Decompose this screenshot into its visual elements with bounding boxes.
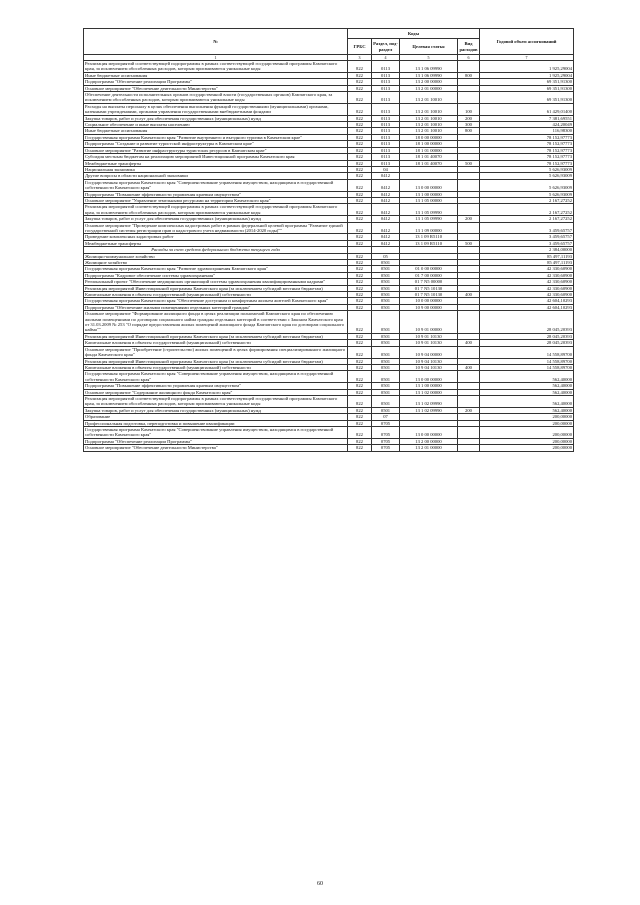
row-target-article: 10 9 01 10130: [400, 340, 458, 346]
row-amount: 5 626,93009: [480, 191, 574, 197]
table-row: [84, 445, 574, 451]
row-target-article: 13 1 05 09990: [400, 204, 458, 216]
row-amount: 200,00000: [480, 414, 574, 420]
row-expense-type: [458, 179, 480, 191]
row-name: Капитальные вложения в объекты государственной (муниципальной) собственности: [84, 292, 348, 298]
row-amount: 5 626,93009: [480, 173, 574, 179]
row-name: Расходы за счет средств федерального бюджета текущего года: [84, 247, 348, 253]
col-header-celevaya: Целевая статья: [400, 39, 458, 55]
row-target-article: 13 2 01 10010: [400, 103, 458, 115]
row-razdel: 0412: [372, 234, 400, 240]
row-target-article: 13 2 01 10010: [400, 122, 458, 128]
col-header-razdel: Раздел, под-раздел: [372, 39, 400, 55]
row-razdel: 0113: [372, 134, 400, 140]
row-name: Основное мероприятие "Формирование жилищного фонда в целях реализации полномочий Камчатского края по обеспечению жилыми помещениями по договорам социального найма граждан отдельных категорий в соответствии с Законом Камчатского края от 31.03.2009 № 253 "О порядке предоставления жилых помещений жилищного фонда Камчатского края по договорам социального найма"": [84, 311, 348, 334]
row-razdel: 0501: [372, 304, 400, 310]
table-row: [84, 426, 574, 438]
row-amount: 562,40000: [480, 407, 574, 413]
row-razdel: 0113: [372, 128, 400, 134]
row-amount: 42 330,60900: [480, 292, 574, 298]
row-razdel: 0501: [372, 333, 400, 339]
row-razdel: 0705: [372, 438, 400, 444]
row-razdel: 0501: [372, 285, 400, 291]
col-number: 1: [84, 55, 348, 61]
row-expense-type: [458, 204, 480, 216]
row-amount: 28 045,20393: [480, 333, 574, 339]
row-target-article: 18 0 00 00000: [400, 134, 458, 140]
row-name: Подпрограмма "Обеспечение реализации Программы": [84, 79, 348, 85]
row-amount: 42 604,10293: [480, 298, 574, 304]
col-number: 5: [400, 55, 458, 61]
row-grbs: 822: [348, 389, 372, 395]
row-amount: 42 604,10293: [480, 304, 574, 310]
row-amount: 2 167,27252: [480, 197, 574, 203]
row-grbs: 822: [348, 79, 372, 85]
row-name: Реализация мероприятий Инвестиционной программы Камчатского края (за исключением субсидий местным бюджетам): [84, 333, 348, 339]
row-name: Реализация мероприятий Инвестиционной программы Камчатского края (за исключением субсидий местным бюджетам): [84, 358, 348, 364]
row-razdel: 0412: [372, 197, 400, 203]
row-grbs: 822: [348, 147, 372, 153]
row-name: Основное мероприятие "Обеспечение деятельности Министерства": [84, 85, 348, 91]
row-razdel: 0501: [372, 311, 400, 334]
row-name: Государственная программа Камчатского края "Совершенствование управления имуществом, находящимся в государственной собственности Камчатского края": [84, 426, 348, 438]
row-name: Другие вопросы в области национальной экономики: [84, 173, 348, 179]
row-razdel: 0501: [372, 389, 400, 395]
row-name: Межбюджетные трансферты: [84, 160, 348, 166]
row-target-article: 13 2 00 00000: [400, 438, 458, 444]
row-name: Социальное обеспечение и иные выплаты населению: [84, 122, 348, 128]
row-grbs: 822: [348, 298, 372, 304]
row-target-article: 13 1 02 09990: [400, 395, 458, 407]
row-target-article: 01 7 N5 00000: [400, 279, 458, 285]
row-grbs: 822: [348, 292, 372, 298]
row-name: Реализация мероприятий соответствующей подпрограммы в рамках соответствующей государственной программы Камчатского края, за исключением обособленных расходов, которым присваиваются уникальные коды: [84, 395, 348, 407]
row-expense-type: 100: [458, 103, 480, 115]
row-razdel: 0412: [372, 191, 400, 197]
row-grbs: 822: [348, 115, 372, 121]
row-name: Национальная экономика: [84, 166, 348, 172]
row-name: Капитальные вложения в объекты государственной (муниципальной) собственности: [84, 340, 348, 346]
row-amount: 200,00000: [480, 420, 574, 426]
row-name: Подпрограмма "Обеспечение реализации Программы": [84, 438, 348, 444]
row-grbs: 822: [348, 340, 372, 346]
row-name: Жилищно-коммунальное хозяйство: [84, 253, 348, 259]
row-grbs: 822: [348, 279, 372, 285]
row-target-article: 13 1 05 09990: [400, 216, 458, 222]
row-grbs: 822: [348, 72, 372, 78]
row-grbs: 822: [348, 438, 372, 444]
row-grbs: 822: [348, 197, 372, 203]
row-razdel: 0501: [372, 364, 400, 370]
row-grbs: 822: [348, 266, 372, 272]
row-amount: 2 167,27252: [480, 216, 574, 222]
row-razdel: 0412: [372, 222, 400, 234]
row-razdel: 0501: [372, 260, 400, 266]
row-name: Реализация мероприятий Инвестиционной программы Камчатского края (за исключением субсидий местным бюджетам): [84, 285, 348, 291]
row-amount: 85 497,11193: [480, 253, 574, 259]
row-target-article: 10 9 04 10130: [400, 358, 458, 364]
row-target-article: 13 2 01 10010: [400, 92, 458, 104]
row-razdel: 0113: [372, 115, 400, 121]
row-expense-type: [458, 346, 480, 358]
row-target-article: 10 9 01 00000: [400, 311, 458, 334]
row-amount: 562,40000: [480, 395, 574, 407]
row-name: Жилищное хозяйство: [84, 260, 348, 266]
row-target-article: 10 9 01 10130: [400, 333, 458, 339]
row-amount: 5 626,93009: [480, 179, 574, 191]
row-name: Государственная программа Камчатского края "Совершенствование управления имуществом, находящимся в государственной собственности Камчатского края": [84, 371, 348, 383]
row-name: Региональный проект "Обеспечение медицинских организаций системы здравоохранения квалифицированными кадрами": [84, 279, 348, 285]
row-amount: 200,00000: [480, 445, 574, 451]
row-grbs: 822: [348, 103, 372, 115]
row-amount: 562,40000: [480, 383, 574, 389]
row-target-article: 13 1 09 00000: [400, 222, 458, 234]
row-name: Основное мероприятие "Проведение комплексных кадастровых работ в рамках федеральной целевой программы "Развитие единой государственной системы регистрации прав и кадастрового учета недвижимости (2014-2020 годы)"": [84, 222, 348, 234]
row-target-article: 13 2 01 00000: [400, 85, 458, 91]
row-grbs: 822: [348, 85, 372, 91]
row-amount: 14 558,89700: [480, 346, 574, 358]
row-grbs: 822: [348, 173, 372, 179]
row-name: Подпрограмма "Повышение эффективности управления краевым имуществом": [84, 383, 348, 389]
row-target-article: 10 9 04 00000: [400, 346, 458, 358]
row-amount: 5 626,93009: [480, 166, 574, 172]
row-target-article: 13 1 02 00000: [400, 389, 458, 395]
row-grbs: 822: [348, 253, 372, 259]
row-grbs: 822: [348, 240, 372, 246]
row-grbs: 822: [348, 395, 372, 407]
row-amount: 3 459,65757: [480, 240, 574, 246]
row-target-article: 01 7 N5 10130: [400, 285, 458, 291]
row-expense-type: [458, 311, 480, 334]
row-name: Закупка товаров, работ и услуг для обеспечения государственных (муниципальных) нужд: [84, 216, 348, 222]
table-row: [84, 61, 574, 73]
row-amount: 78 152,97773: [480, 147, 574, 153]
row-target-article: 13 1 00 00000: [400, 383, 458, 389]
table-row: [84, 92, 574, 104]
row-grbs: 822: [348, 371, 372, 383]
row-grbs: 822: [348, 134, 372, 140]
table-row: [84, 346, 574, 358]
row-target-article: 13 0 00 00000: [400, 371, 458, 383]
table-row: [84, 395, 574, 407]
row-expense-type: 200: [458, 115, 480, 121]
row-amount: 200,00000: [480, 438, 574, 444]
row-grbs: 822: [348, 285, 372, 291]
row-target-article: 18 1 01 40070: [400, 160, 458, 166]
row-razdel: 0501: [372, 340, 400, 346]
row-grbs: 822: [348, 304, 372, 310]
row-expense-type: [458, 445, 480, 451]
row-grbs: 822: [348, 222, 372, 234]
row-expense-type: [458, 222, 480, 234]
row-grbs: 822: [348, 122, 372, 128]
row-amount: 14 558,89700: [480, 358, 574, 364]
table-row: [84, 371, 574, 383]
row-grbs: 822: [348, 128, 372, 134]
row-razdel: 0113: [372, 103, 400, 115]
row-razdel: 0113: [372, 85, 400, 91]
row-razdel: 0501: [372, 395, 400, 407]
row-target-article: 13 0 00 00000: [400, 179, 458, 191]
row-target-article: 13 1 00 00000: [400, 191, 458, 197]
col-number: 3: [348, 55, 372, 61]
row-target-article: 18 1 01 40070: [400, 154, 458, 160]
row-razdel: 05: [372, 253, 400, 259]
table-row: [84, 311, 574, 334]
row-expense-type: 400: [458, 292, 480, 298]
row-name: Государственная программа Камчатского края "Развитие внутреннего и въездного туризма в Камчатском крае": [84, 134, 348, 140]
row-razdel: 0113: [372, 92, 400, 104]
col-header-codes: Коды: [348, 29, 480, 39]
row-name: Государственная программа Камчатского края "Развитие здравоохранения Камчатского края": [84, 266, 348, 272]
row-grbs: 822: [348, 311, 372, 334]
row-target-article: 01 7 N5 10130: [400, 292, 458, 298]
row-expense-type: 800: [458, 128, 480, 134]
row-target-article: 13 1 09 R5110: [400, 240, 458, 246]
row-razdel: 0501: [372, 407, 400, 413]
row-razdel: 0501: [372, 292, 400, 298]
row-grbs: 822: [348, 364, 372, 370]
row-razdel: 0501: [372, 279, 400, 285]
row-amount: 424,20049: [480, 122, 574, 128]
row-name: Межбюджетные трансферты: [84, 240, 348, 246]
row-grbs: 822: [348, 426, 372, 438]
row-target-article: 13 1 06 09990: [400, 72, 458, 78]
row-amount: 1 925,29004: [480, 72, 574, 78]
row-name: Государственная программа Камчатского края "Обеспечение доступным и комфортным жильем жителей Камчатского края": [84, 298, 348, 304]
row-razdel: 0501: [372, 346, 400, 358]
row-target-article: 13 1 09 R5110: [400, 234, 458, 240]
row-name: Подпрограмма "Обеспечение жилыми помещениями отдельных категорий граждан": [84, 304, 348, 310]
row-grbs: 822: [348, 179, 372, 191]
row-name: Проведение комплексных кадастровых работ: [84, 234, 348, 240]
row-name: Основное мероприятие "Приобретение (строительство) жилых помещений в целях формирования специализированного жилищного фонда Камчатского края": [84, 346, 348, 358]
budget-table-body: [84, 61, 574, 452]
row-amount: 85 497,11193: [480, 260, 574, 266]
row-target-article: 13 1 05 00000: [400, 197, 458, 203]
row-name: Подпрограмма "Кадровое обеспечение системы здравоохранения": [84, 272, 348, 278]
row-amount: 42 330,60900: [480, 266, 574, 272]
row-razdel: 0501: [372, 358, 400, 364]
row-grbs: 822: [348, 420, 372, 426]
row-expense-type: 400: [458, 340, 480, 346]
row-razdel: 0113: [372, 160, 400, 166]
table-row: [84, 103, 574, 115]
row-name: Иные бюджетные ассигнования: [84, 128, 348, 134]
row-razdel: 0113: [372, 141, 400, 147]
row-name: Государственная программа Камчатского края "Совершенствование управления имуществом, находящимся в государственной собственности Камчатского края": [84, 179, 348, 191]
row-razdel: 0705: [372, 420, 400, 426]
row-name: Реализация мероприятий соответствующей подпрограммы в рамках соответствующей государственной программы Камчатского края, за исключением обособленных расходов, которым присваиваются уникальные коды: [84, 204, 348, 216]
row-grbs: 822: [348, 166, 372, 172]
row-expense-type: 200: [458, 216, 480, 222]
row-expense-type: 400: [458, 364, 480, 370]
table-row: [84, 204, 574, 216]
row-target-article: 13 2 01 10010: [400, 115, 458, 121]
budget-table-page: [83, 28, 573, 452]
row-expense-type: [458, 426, 480, 438]
row-grbs: 822: [348, 358, 372, 364]
row-name: Закупка товаров, работ и услуг для обеспечения государственных (муниципальных) нужд: [84, 115, 348, 121]
row-grbs: 822: [348, 407, 372, 413]
col-header-vid: Вид расходов: [458, 39, 480, 55]
row-amount: 14 558,89700: [480, 364, 574, 370]
row-name: Основное мероприятие "Развитие инфраструктуры туристских ресурсов в Камчатском крае": [84, 147, 348, 153]
row-amount: 69 351,91300: [480, 85, 574, 91]
row-target-article: 10 0 00 00000: [400, 298, 458, 304]
row-razdel: 0113: [372, 79, 400, 85]
row-razdel: 0412: [372, 204, 400, 216]
row-name: Субсидия местным бюджетам на реализацию мероприятий Инвестиционной программы Камчатского края: [84, 154, 348, 160]
row-amount: 42 330,60900: [480, 285, 574, 291]
row-name: Закупка товаров, работ и услуг для обеспечения государственных (муниципальных) нужд: [84, 407, 348, 413]
row-target-article: 18 1 01 00000: [400, 147, 458, 153]
row-razdel: 04: [372, 166, 400, 172]
table-row: [84, 179, 574, 191]
row-grbs: 822: [348, 346, 372, 358]
row-name: Капитальные вложения в объекты государственной (муниципальной) собственности: [84, 364, 348, 370]
row-grbs: 822: [348, 414, 372, 420]
row-target-article: 18 1 00 00000: [400, 141, 458, 147]
row-grbs: 822: [348, 191, 372, 197]
row-amount: 42 330,60900: [480, 272, 574, 278]
row-razdel: 0501: [372, 272, 400, 278]
row-name: Иные бюджетные ассигнования: [84, 72, 348, 78]
row-razdel: 0501: [372, 266, 400, 272]
row-grbs: 822: [348, 154, 372, 160]
row-amount: 28 045,20393: [480, 311, 574, 334]
row-razdel: 0113: [372, 61, 400, 73]
table-row: [84, 222, 574, 234]
row-razdel: 0113: [372, 122, 400, 128]
row-name: Основное мероприятие "Содержание жилищного фонда Камчатского края": [84, 389, 348, 395]
row-name: Обеспечение деятельности исполнительных органов государственной власти (государственных органов) Камчатского края, за исключением обособленных расходов, которым присваиваются уникальные коды: [84, 92, 348, 104]
row-target-article: 10 9 00 00000: [400, 304, 458, 310]
row-amount: 78 152,97773: [480, 154, 574, 160]
row-target-article: 13 1 06 09990: [400, 61, 458, 73]
row-expense-type: [458, 61, 480, 73]
row-target-article: 13 2 00 00000: [400, 79, 458, 85]
row-amount: 69 351,91300: [480, 92, 574, 104]
row-target-article: 13 1 02 09990: [400, 407, 458, 413]
row-razdel: 07: [372, 414, 400, 420]
row-razdel: 0412: [372, 173, 400, 179]
col-number: 6: [458, 55, 480, 61]
col-header-amount: Годовой объем ассигнований: [480, 29, 574, 55]
row-razdel: 0705: [372, 445, 400, 451]
row-grbs: 822: [348, 272, 372, 278]
row-grbs: 822: [348, 204, 372, 216]
row-amount: 562,40000: [480, 389, 574, 395]
row-grbs: 822: [348, 160, 372, 166]
row-amount: 42 330,60900: [480, 279, 574, 285]
row-amount: 562,40000: [480, 371, 574, 383]
row-grbs: 822: [348, 92, 372, 104]
row-grbs: 822: [348, 383, 372, 389]
row-amount: 116,98300: [480, 128, 574, 134]
row-target-article: 01 0 00 00000: [400, 266, 458, 272]
row-expense-type: 200: [458, 407, 480, 413]
row-expense-type: 500: [458, 160, 480, 166]
row-amount: 78 152,97773: [480, 160, 574, 166]
row-expense-type: [458, 92, 480, 104]
row-grbs: 822: [348, 445, 372, 451]
row-razdel: 0412: [372, 216, 400, 222]
row-razdel: 0705: [372, 426, 400, 438]
row-expense-type: 500: [458, 240, 480, 246]
row-amount: 1 925,29004: [480, 61, 574, 73]
row-razdel: 0113: [372, 147, 400, 153]
row-amount: 61 429,01400: [480, 103, 574, 115]
row-expense-type: 300: [458, 122, 480, 128]
row-amount: 78 152,97773: [480, 134, 574, 140]
row-target-article: 13 2 01 10010: [400, 128, 458, 134]
col-header-grbs: ГРБС: [348, 39, 372, 55]
row-amount: 28 045,20393: [480, 340, 574, 346]
row-name: Образование: [84, 414, 348, 420]
col-number: 7: [480, 55, 574, 61]
row-name: Подпрограмма "Создание и развитие туристской инфраструктуры в Камчатском крае": [84, 141, 348, 147]
row-expense-type: 800: [458, 72, 480, 78]
row-expense-type: [458, 371, 480, 383]
row-razdel: 0113: [372, 154, 400, 160]
col-number: 4: [372, 55, 400, 61]
row-target-article: 10 9 04 10130: [400, 364, 458, 370]
row-amount: 2 384,00000: [480, 247, 574, 253]
row-name: Расходы на выплаты персоналу в целях обеспечения выполнения функций государственными (муниципальными) органами, казенными учреждениями, органами управления государственными внебюджетными фондами: [84, 103, 348, 115]
row-grbs: 822: [348, 333, 372, 339]
row-grbs: 822: [348, 141, 372, 147]
row-grbs: 822: [348, 260, 372, 266]
row-expense-type: [458, 395, 480, 407]
row-target-article: 13 2 01 00000: [400, 445, 458, 451]
row-amount: 3 459,65757: [480, 222, 574, 234]
row-name: Основное мероприятие "Управление земельными ресурсами на территории Камчатского края": [84, 197, 348, 203]
row-amount: 7 381,69551: [480, 115, 574, 121]
row-amount: 69 351,91300: [480, 79, 574, 85]
row-razdel: 0412: [372, 179, 400, 191]
row-razdel: 0501: [372, 298, 400, 304]
row-grbs: 822: [348, 216, 372, 222]
col-header-num: №: [84, 29, 348, 55]
row-amount: 200,00000: [480, 426, 574, 438]
budget-table: [83, 28, 574, 452]
row-name: Подпрограмма "Повышение эффективности управления краевым имуществом": [84, 191, 348, 197]
row-name: Основное мероприятие "Обеспечение деятельности Министерства": [84, 445, 348, 451]
row-grbs: 822: [348, 234, 372, 240]
row-razdel: 0113: [372, 72, 400, 78]
row-amount: 78 152,97773: [480, 141, 574, 147]
row-target-article: 13 0 00 00000: [400, 426, 458, 438]
row-razdel: 0501: [372, 383, 400, 389]
row-target-article: 01 7 00 00000: [400, 272, 458, 278]
row-razdel: 0501: [372, 371, 400, 383]
row-amount: 2 167,27252: [480, 204, 574, 216]
page-number: 60: [317, 881, 323, 887]
row-name: Реализация мероприятий соответствующей подпрограммы в рамках соответствующей государственной программы Камчатского края, за исключением обособленных расходов, которым присваиваются уникальные коды: [84, 61, 348, 73]
row-grbs: 822: [348, 61, 372, 73]
row-razdel: 0412: [372, 240, 400, 246]
row-name: Профессиональная подготовка, переподготовка и повышение квалификации: [84, 420, 348, 426]
row-amount: 3 459,65757: [480, 234, 574, 240]
